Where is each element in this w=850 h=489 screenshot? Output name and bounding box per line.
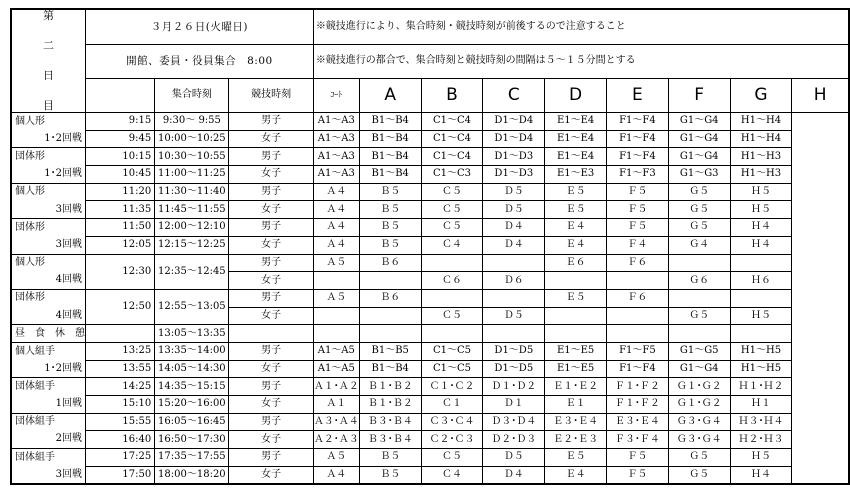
court-cell: D1～D5 <box>483 342 545 360</box>
event-cell: 3回戦 <box>11 201 86 219</box>
compete-cell: 13:35～14:00 <box>155 342 229 360</box>
court-cell: Ｄ１･Ｄ２ <box>483 378 545 396</box>
court-cell: Ｅ３･Ｅ４ <box>607 413 669 431</box>
court-cell: Ａ４ <box>313 219 359 237</box>
court-cell: Ｅ５ <box>545 449 607 467</box>
header-row-2 <box>11 44 849 78</box>
court-cell: Ｄ１ <box>483 396 545 414</box>
event-cell: 団体組手 <box>11 449 86 467</box>
court-cell <box>668 254 730 272</box>
gather-cell: 12:30 <box>86 254 155 289</box>
court-cell: Ｆ５ <box>607 466 669 484</box>
gather-cell: 17:50 <box>86 466 155 484</box>
sex-cell: 男子 <box>229 254 313 272</box>
court-cell: Ｃ６ <box>421 272 483 290</box>
court-cell: E1～E5 <box>545 342 607 360</box>
court-cell: Ｃ４ <box>421 466 483 484</box>
table-row <box>11 342 849 360</box>
gather-cell: 15:55 <box>86 413 155 431</box>
court-cell: Ａ１ <box>313 396 359 414</box>
court-cell <box>313 307 359 325</box>
court-cell: G1～G4 <box>668 113 730 131</box>
compete-cell: 12:55～13:05 <box>155 289 229 324</box>
table-row <box>11 183 849 201</box>
court-cell <box>545 307 607 325</box>
court-cell: Ｇ４ <box>668 236 730 254</box>
court-cell <box>421 254 483 272</box>
sex-cell: 男子 <box>229 449 313 467</box>
compete-cell: 10:00～10:25 <box>155 130 229 148</box>
court-cell: Ｄ３･Ｄ４ <box>483 413 545 431</box>
court-cell: Ｂ１･Ｂ２ <box>359 378 421 396</box>
event-cell: 1･2回戦 <box>11 360 86 378</box>
sex-cell: 男子 <box>229 113 313 131</box>
gather-cell: 12:05 <box>86 236 155 254</box>
court-cell: Ｈ１ <box>730 396 792 414</box>
court-cell: B1～B4 <box>359 130 421 148</box>
court-cell: Ｄ５ <box>483 307 545 325</box>
gather-cell: 10:45 <box>86 166 155 184</box>
court-cell: Ｇ５ <box>668 219 730 237</box>
court-h-header: H <box>792 78 849 112</box>
compete-cell: 14:05～14:30 <box>155 360 229 378</box>
compete-cell: 9:30～ 9:55 <box>155 113 229 131</box>
court-cell: Ｄ４ <box>483 219 545 237</box>
court-cell <box>730 254 792 272</box>
court-cell: Ｆ５ <box>607 183 669 201</box>
gather-header: 集合時刻 <box>155 78 229 112</box>
court-cell: G1～G4 <box>668 130 730 148</box>
court-cell <box>668 325 730 343</box>
day-char-1: 二 <box>43 39 54 52</box>
court-cell: Ｈ５ <box>730 449 792 467</box>
table-row <box>11 449 849 467</box>
court-d-header: D <box>545 78 607 112</box>
event-cell: 団体組手 <box>11 413 86 431</box>
court-cell: Ｂ３･Ｂ４ <box>359 413 421 431</box>
event-cell: 個人形 <box>11 113 86 131</box>
court-cell: B1～B4 <box>359 148 421 166</box>
court-cell: Ｈ５ <box>730 201 792 219</box>
court-cell: Ｂ５ <box>359 183 421 201</box>
court-a-header: A <box>359 78 421 112</box>
event-cell: 団体組手 <box>11 378 86 396</box>
table-row <box>11 378 849 396</box>
compete-cell: 14:35～15:15 <box>155 378 229 396</box>
court-cell: Ｄ５ <box>483 449 545 467</box>
court-cell: Ｈ６ <box>730 272 792 290</box>
court-cell: Ａ１･Ａ２ <box>313 378 359 396</box>
court-cell: B1～B5 <box>359 342 421 360</box>
court-cell: C1～C5 <box>421 342 483 360</box>
court-cell: Ｈ２･Ｈ３ <box>730 431 792 449</box>
court-cell: Ｅ２･Ｅ３ <box>545 431 607 449</box>
court-cell: F1～F4 <box>607 130 669 148</box>
court-cell: Ｃ１ <box>421 396 483 414</box>
gather-cell: 11:50 <box>86 219 155 237</box>
court-cell <box>313 325 359 343</box>
court-cell: Ｂ３･Ｂ４ <box>359 431 421 449</box>
note-1: ※競技進行により、集合時刻・競技時刻が前後するので注意すること <box>313 9 849 44</box>
compete-cell: 12:00～12:10 <box>155 219 229 237</box>
court-cell: A1～A3 <box>313 130 359 148</box>
court-cell: C1～C5 <box>421 360 483 378</box>
table-row <box>11 148 849 166</box>
court-cell: Ｅ４ <box>545 219 607 237</box>
sex-cell: 女子 <box>229 396 313 414</box>
court-cell: Ｆ３･Ｆ４ <box>607 431 669 449</box>
court-cell: Ｈ５ <box>730 307 792 325</box>
court-cell <box>359 307 421 325</box>
gather-cell: 9:45 <box>86 130 155 148</box>
event-cell: 昼 食 休 憩 <box>11 325 86 343</box>
table-row <box>11 289 849 307</box>
court-cell: E1～E3 <box>545 166 607 184</box>
court-cell: Ｅ１ <box>545 396 607 414</box>
court-cell: Ｇ５ <box>668 466 730 484</box>
event-cell: 4回戦 <box>11 307 86 325</box>
court-cell: Ｃ３･Ｃ４ <box>421 413 483 431</box>
sex-cell: 女子 <box>229 272 313 290</box>
gather-cell: 10:15 <box>86 148 155 166</box>
table-row <box>11 166 849 184</box>
court-cell: Ｄ４ <box>483 236 545 254</box>
court-cell: Ｅ１･Ｅ２ <box>545 378 607 396</box>
court-cell: Ｇ１･Ｇ２ <box>668 396 730 414</box>
court-cell: B1～B4 <box>359 360 421 378</box>
court-cell: Ｃ２･Ｃ３ <box>421 431 483 449</box>
table-row <box>11 130 849 148</box>
court-cell: Ｆ４ <box>607 236 669 254</box>
compete-cell: 15:20～16:00 <box>155 396 229 414</box>
header-row-1 <box>11 9 849 44</box>
court-cell: Ｆ５ <box>607 219 669 237</box>
table-row <box>11 254 849 272</box>
gather-cell: 9:15 <box>86 113 155 131</box>
sex-cell: 女子 <box>229 236 313 254</box>
sex-cell: 男子 <box>229 342 313 360</box>
court-cell: Ｂ５ <box>359 201 421 219</box>
court-cell: Ｆ６ <box>607 254 669 272</box>
compete-cell: 17:35～17:55 <box>155 449 229 467</box>
court-cell <box>607 272 669 290</box>
court-cell: H1～H4 <box>730 130 792 148</box>
court-cell: Ｂ６ <box>359 254 421 272</box>
court-cell: Ｆ１･Ｆ２ <box>607 378 669 396</box>
court-cell: C1～C3 <box>421 166 483 184</box>
gather-cell: 11:20 <box>86 183 155 201</box>
sex-cell: 男子 <box>229 413 313 431</box>
court-cell: Ｆ１･Ｆ２ <box>607 396 669 414</box>
court-cell: Ｈ４ <box>730 219 792 237</box>
note-2: ※競技進行の都合で、集合時刻と競技時刻の間隔は５～１５分間とする <box>313 44 849 78</box>
sex-cell: 男子 <box>229 378 313 396</box>
court-cell: Ａ４ <box>313 201 359 219</box>
court-cell: Ｇ６ <box>668 272 730 290</box>
compete-cell: 16:05～16:45 <box>155 413 229 431</box>
court-cell: E1～E4 <box>545 148 607 166</box>
event-cell: 4回戦 <box>11 272 86 290</box>
court-cell: F1～F5 <box>607 342 669 360</box>
court-cell: Ｈ１･Ｈ２ <box>730 378 792 396</box>
compete-header: 競技時刻 <box>229 78 313 112</box>
court-cell: Ｅ６ <box>545 254 607 272</box>
court-cell: Ｇ５ <box>668 307 730 325</box>
compete-cell: 13:05～13:35 <box>155 325 229 343</box>
compete-cell: 16:50～17:30 <box>155 431 229 449</box>
court-c-header: C <box>483 78 545 112</box>
assembly-cell: 開館、委員・役員集合 8:00 <box>86 44 314 78</box>
court-cell: A1～A3 <box>313 166 359 184</box>
court-cell: Ｅ４ <box>545 466 607 484</box>
event-cell: 2回戦 <box>11 431 86 449</box>
court-cell: Ｂ５ <box>359 219 421 237</box>
court-cell: Ｅ５ <box>545 201 607 219</box>
court-cell: Ｅ５ <box>545 183 607 201</box>
event-cell: 個人組手 <box>11 342 86 360</box>
compete-cell: 10:30～10:55 <box>155 148 229 166</box>
court-cell: H1～H5 <box>730 342 792 360</box>
court-cell: Ｃ５ <box>421 183 483 201</box>
table-row <box>11 431 849 449</box>
gather-cell: 11:35 <box>86 201 155 219</box>
compete-cell: 12:15～12:25 <box>155 236 229 254</box>
court-cell: Ｃ１･Ｃ２ <box>421 378 483 396</box>
court-cell: F1～F4 <box>607 113 669 131</box>
court-cell: Ｈ４ <box>730 236 792 254</box>
compete-cell: 18:00～18:20 <box>155 466 229 484</box>
court-cell: Ａ４ <box>313 236 359 254</box>
court-cell <box>668 289 730 307</box>
gather-cell: 14:25 <box>86 378 155 396</box>
sex-cell: 女子 <box>229 360 313 378</box>
court-cell: Ｄ５ <box>483 201 545 219</box>
court-cell: Ａ４ <box>313 466 359 484</box>
schedule-sheet <box>10 8 850 485</box>
sex-cell: 女子 <box>229 307 313 325</box>
court-cell: Ｅ４ <box>545 236 607 254</box>
court-cell: A1～A5 <box>313 342 359 360</box>
court-cell: Ｃ５ <box>421 449 483 467</box>
court-cell: H1～H3 <box>730 166 792 184</box>
court-cell: G1～G3 <box>668 166 730 184</box>
court-cell: Ｂ６ <box>359 289 421 307</box>
court-cell: G1～G5 <box>668 342 730 360</box>
court-cell: E1～E4 <box>545 113 607 131</box>
date-cell: ３月２６日(火曜日) <box>86 9 314 44</box>
day-char-3: 目 <box>43 99 54 112</box>
court-cell: F1～F4 <box>607 148 669 166</box>
court-cell: Ａ５ <box>313 254 359 272</box>
court-cell: G1～G4 <box>668 360 730 378</box>
court-cell <box>730 325 792 343</box>
court-cell: H1～H3 <box>730 148 792 166</box>
compete-cell: 11:00～11:25 <box>155 166 229 184</box>
court-cell: E1～E5 <box>545 360 607 378</box>
court-cell <box>545 272 607 290</box>
court-cell <box>483 254 545 272</box>
court-cell: D1～D4 <box>483 130 545 148</box>
court-cell: Ａ５ <box>313 449 359 467</box>
court-cell: Ａ５ <box>313 289 359 307</box>
compete-cell: 12:35～12:45 <box>155 254 229 289</box>
court-cell: F1～F3 <box>607 166 669 184</box>
court-cell: Ｂ５ <box>359 449 421 467</box>
court-cell: Ｄ６ <box>483 272 545 290</box>
court-cell: D1～D4 <box>483 113 545 131</box>
court-cell: Ｃ５ <box>421 219 483 237</box>
sex-cell <box>229 325 313 343</box>
court-cell <box>359 272 421 290</box>
court-cell: Ｆ６ <box>607 289 669 307</box>
court-cell: C1～C4 <box>421 113 483 131</box>
event-cell: 3回戦 <box>11 236 86 254</box>
event-header <box>86 78 155 112</box>
column-header-row <box>11 78 849 112</box>
court-cell: Ｃ４ <box>421 236 483 254</box>
sex-cell: 男子 <box>229 183 313 201</box>
gather-cell <box>86 325 155 343</box>
day-label-cell <box>11 9 86 113</box>
court-cell: Ｂ５ <box>359 236 421 254</box>
event-cell: 個人形 <box>11 254 86 272</box>
gather-cell: 16:40 <box>86 431 155 449</box>
court-cell: H1～H4 <box>730 113 792 131</box>
court-cell: Ｈ４ <box>730 466 792 484</box>
court-cell: D1～D3 <box>483 148 545 166</box>
court-cell: Ｈ３･Ｈ４ <box>730 413 792 431</box>
event-cell: 1･2回戦 <box>11 130 86 148</box>
table-row <box>11 325 849 343</box>
gather-cell: 13:25 <box>86 342 155 360</box>
court-cell: Ｇ５ <box>668 449 730 467</box>
table-row <box>11 219 849 237</box>
sex-cell: 女子 <box>229 166 313 184</box>
court-cell: B1～B4 <box>359 166 421 184</box>
court-b-header: B <box>421 78 483 112</box>
sex-cell: 男子 <box>229 289 313 307</box>
table-row <box>11 360 849 378</box>
court-cell: Ｃ５ <box>421 201 483 219</box>
event-cell: 3回戦 <box>11 466 86 484</box>
court-cell: D1～D5 <box>483 360 545 378</box>
table-row <box>11 413 849 431</box>
court-cell: Ｈ５ <box>730 183 792 201</box>
court-g-header: G <box>730 78 792 112</box>
court-cell: Ｂ１･Ｂ２ <box>359 396 421 414</box>
sex-cell: 男子 <box>229 148 313 166</box>
court-f-header: F <box>668 78 730 112</box>
court-cell: F1～F4 <box>607 360 669 378</box>
court-cell <box>421 325 483 343</box>
court-e-header: E <box>607 78 669 112</box>
sex-cell: 女子 <box>229 431 313 449</box>
court-cell: E1～E4 <box>545 130 607 148</box>
court-cell <box>359 325 421 343</box>
court-cell: Ｆ５ <box>607 201 669 219</box>
event-cell: 1･2回戦 <box>11 166 86 184</box>
court-cell: Ｄ２･Ｄ３ <box>483 431 545 449</box>
gather-cell: 17:25 <box>86 449 155 467</box>
day-char-2: 日 <box>43 69 54 82</box>
court-cell <box>607 307 669 325</box>
court-cell <box>421 289 483 307</box>
schedule-table <box>10 8 850 485</box>
table-row <box>11 466 849 484</box>
court-cell <box>313 272 359 290</box>
court-cell: Ｇ５ <box>668 201 730 219</box>
court-cell: A1～A3 <box>313 113 359 131</box>
sex-cell: 女子 <box>229 466 313 484</box>
court-cell: Ｆ５ <box>607 449 669 467</box>
event-cell: 団体形 <box>11 289 86 307</box>
event-cell: 1回戦 <box>11 396 86 414</box>
court-cell: C1～C4 <box>421 148 483 166</box>
court-cell: Ｅ３･Ｅ４ <box>545 413 607 431</box>
table-row <box>11 201 849 219</box>
court-cell: Ｃ５ <box>421 307 483 325</box>
event-cell: 個人形 <box>11 183 86 201</box>
compete-cell: 11:30～11:40 <box>155 183 229 201</box>
court-cell: A1～A3 <box>313 148 359 166</box>
court-cell: Ｅ５ <box>545 289 607 307</box>
court-cell <box>483 325 545 343</box>
court-cell: C1～C4 <box>421 130 483 148</box>
court-cell <box>545 325 607 343</box>
table-row <box>11 396 849 414</box>
sex-cell: 女子 <box>229 130 313 148</box>
court-cell: D1～D3 <box>483 166 545 184</box>
court-cell: A1～A5 <box>313 360 359 378</box>
day-char-0: 第 <box>43 9 54 22</box>
event-cell: 団体形 <box>11 219 86 237</box>
schedule-rows <box>11 113 849 485</box>
event-cell: 団体形 <box>11 148 86 166</box>
sex-cell: 女子 <box>229 201 313 219</box>
court-cell: B1～B4 <box>359 113 421 131</box>
gather-cell: 13:55 <box>86 360 155 378</box>
court-cell: Ｇ３･Ｇ４ <box>668 413 730 431</box>
table-row <box>11 113 849 131</box>
court-cell: Ｇ１･Ｇ２ <box>668 378 730 396</box>
court-cell: Ａ４ <box>313 183 359 201</box>
court-cell <box>730 289 792 307</box>
court-cell <box>607 325 669 343</box>
court-cell: G1～G4 <box>668 148 730 166</box>
court-cell: Ｄ４ <box>483 466 545 484</box>
court-cell: Ｄ５ <box>483 183 545 201</box>
gather-cell: 12:50 <box>86 289 155 324</box>
court-cell <box>483 289 545 307</box>
court-cell: Ｇ５ <box>668 183 730 201</box>
court-cell: Ｇ３･Ｇ４ <box>668 431 730 449</box>
court-cell: H1～H5 <box>730 360 792 378</box>
sex-cell: 男子 <box>229 219 313 237</box>
compete-cell: 11:45～11:55 <box>155 201 229 219</box>
court-cell: Ａ３･Ａ４ <box>313 413 359 431</box>
court-cell: Ａ２･Ａ３ <box>313 431 359 449</box>
court-header: ｺｰﾄ <box>313 78 359 112</box>
gather-cell: 15:10 <box>86 396 155 414</box>
table-row <box>11 236 849 254</box>
court-cell: Ｂ５ <box>359 466 421 484</box>
